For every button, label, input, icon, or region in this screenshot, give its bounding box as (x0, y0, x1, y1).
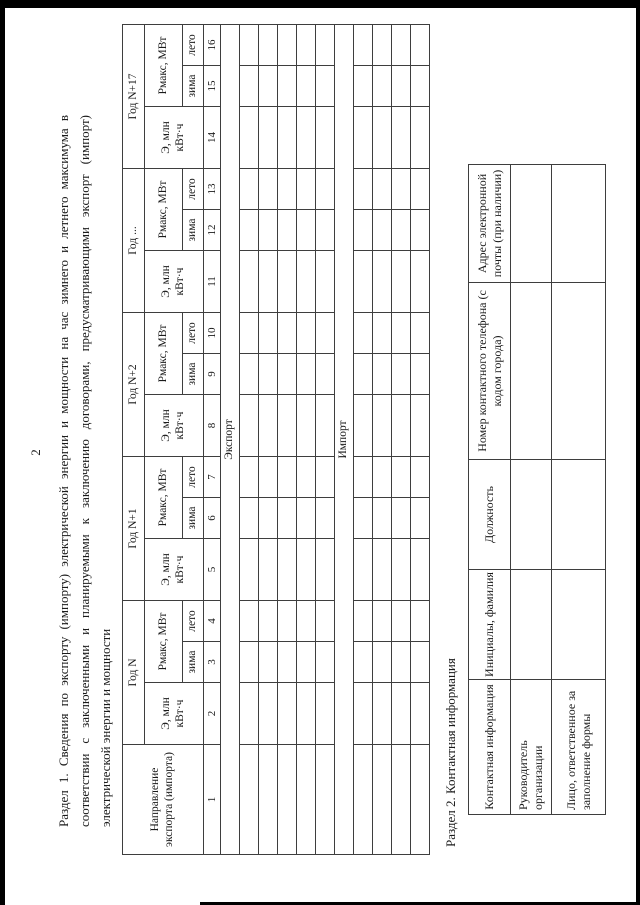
empty-data-cell (373, 24, 392, 65)
empty-data-cell (278, 539, 297, 601)
empty-data-cell (278, 66, 297, 107)
contact-empty-cell (511, 283, 552, 460)
year-header-cell: Год N (123, 601, 145, 745)
empty-data-cell (373, 745, 392, 855)
empty-data-cell (316, 498, 335, 539)
empty-data-cell (259, 24, 278, 65)
empty-data-cell (278, 395, 297, 457)
empty-data-cell (354, 683, 373, 745)
empty-data-cell (392, 107, 411, 169)
year-header-cell: Год ... (123, 169, 145, 313)
empty-data-cell (354, 395, 373, 457)
empty-data-cell (259, 642, 278, 683)
empty-data-cell (316, 457, 335, 498)
contact-empty-cell (511, 460, 552, 570)
empty-data-cell (411, 24, 430, 65)
empty-data-cell (392, 539, 411, 601)
empty-data-cell (373, 169, 392, 210)
empty-data-cell (297, 66, 316, 107)
empty-data-cell (316, 169, 335, 210)
empty-data-cell (392, 313, 411, 354)
section2-title: Раздел 2. Контактная информация (443, 658, 458, 847)
empty-data-cell (411, 683, 430, 745)
empty-data-cell (411, 457, 430, 498)
empty-data-cell (392, 683, 411, 745)
empty-data-cell (278, 169, 297, 210)
empty-data-cell (392, 169, 411, 210)
empty-data-cell (240, 251, 259, 313)
energy-header-cell: Э, млн кВт·ч (145, 395, 204, 457)
empty-data-cell (278, 107, 297, 169)
empty-data-cell (411, 395, 430, 457)
empty-data-cell (373, 313, 392, 354)
empty-data-cell (259, 539, 278, 601)
empty-data-cell (259, 498, 278, 539)
column-number-cell: 8 (204, 395, 221, 457)
contact-empty-cell (552, 165, 606, 283)
empty-data-cell (411, 354, 430, 395)
empty-data-cell (240, 457, 259, 498)
contact-header-cell: Должность (469, 460, 511, 570)
empty-data-cell (316, 539, 335, 601)
summer-header-cell: лето (183, 24, 204, 65)
export-row-label: Экспорт (221, 24, 240, 854)
column-number-cell: 3 (204, 642, 221, 683)
energy-header-cell: Э, млн кВт·ч (145, 251, 204, 313)
empty-data-cell (411, 251, 430, 313)
summer-header-cell: лето (183, 169, 204, 210)
empty-data-cell (392, 66, 411, 107)
empty-data-cell (278, 251, 297, 313)
contact-header-cell: Контактная информация (469, 680, 511, 815)
column-number-cell: 6 (204, 498, 221, 539)
empty-data-cell (373, 251, 392, 313)
empty-data-cell (373, 395, 392, 457)
empty-data-cell (411, 642, 430, 683)
empty-data-cell (240, 169, 259, 210)
empty-data-cell (278, 745, 297, 855)
column-number-cell: 5 (204, 539, 221, 601)
empty-data-cell (278, 210, 297, 251)
empty-data-cell (354, 24, 373, 65)
empty-data-cell (316, 210, 335, 251)
empty-data-cell (278, 354, 297, 395)
contact-empty-cell (552, 460, 606, 570)
empty-data-cell (373, 354, 392, 395)
contact-header-cell: Адрес электронной почты (при наличии) (469, 165, 511, 283)
empty-data-cell (316, 313, 335, 354)
summer-header-cell: лето (183, 601, 204, 642)
empty-data-cell (354, 539, 373, 601)
empty-data-cell (411, 745, 430, 855)
empty-data-cell (392, 601, 411, 642)
column-number-cell: 7 (204, 457, 221, 498)
empty-data-cell (240, 498, 259, 539)
empty-data-cell (240, 66, 259, 107)
empty-data-cell (259, 395, 278, 457)
energy-header-cell: Э, млн кВт·ч (145, 107, 204, 169)
empty-data-cell (316, 24, 335, 65)
empty-data-cell (278, 313, 297, 354)
empty-data-cell (259, 107, 278, 169)
empty-data-cell (278, 642, 297, 683)
power-header-cell: Рмакс, МВт (145, 24, 183, 106)
empty-data-cell (411, 169, 430, 210)
empty-data-cell (297, 313, 316, 354)
empty-data-cell (259, 210, 278, 251)
column-number-cell: 14 (204, 107, 221, 169)
winter-header-cell: зима (183, 642, 204, 683)
power-header-cell: Рмакс, МВт (145, 601, 183, 683)
power-header-cell: Рмакс, МВт (145, 457, 183, 539)
empty-data-cell (297, 457, 316, 498)
empty-data-cell (240, 210, 259, 251)
empty-data-cell (354, 642, 373, 683)
empty-data-cell (373, 457, 392, 498)
empty-data-cell (297, 107, 316, 169)
empty-data-cell (373, 601, 392, 642)
direction-header-cell: Направление экспорта (импорта) (123, 745, 204, 855)
empty-data-cell (240, 601, 259, 642)
import-row-label: Импорт (335, 24, 354, 854)
empty-data-cell (316, 251, 335, 313)
empty-data-cell (392, 24, 411, 65)
empty-data-cell (259, 745, 278, 855)
year-header-cell: Год N+1 (123, 457, 145, 601)
empty-data-cell (316, 745, 335, 855)
empty-data-cell (259, 66, 278, 107)
empty-data-cell (240, 642, 259, 683)
contact-row-label: Руководитель организации (511, 680, 552, 815)
empty-data-cell (392, 251, 411, 313)
column-number-cell: 15 (204, 66, 221, 107)
contact-empty-cell (552, 570, 606, 680)
year-header-cell: Год N+2 (123, 313, 145, 457)
empty-data-cell (411, 539, 430, 601)
column-number-cell: 16 (204, 24, 221, 65)
section1-title: Раздел 1. Сведения по экспорту (импорту) электрической энергии и мощности на час зимнего и летнего максимума в соответствии с заключенными и планируемыми к заключению договорами, предусматривающими экспорт (импорт) электрической энергии и мощности (56, 115, 113, 827)
empty-data-cell (278, 24, 297, 65)
empty-data-cell (278, 498, 297, 539)
column-number-cell: 11 (204, 251, 221, 313)
empty-data-cell (240, 313, 259, 354)
empty-data-cell (354, 251, 373, 313)
page-number: 2 (28, 449, 43, 456)
winter-header-cell: зима (183, 498, 204, 539)
empty-data-cell (392, 210, 411, 251)
power-header-cell: Рмакс, МВт (145, 313, 183, 395)
column-number-cell: 12 (204, 210, 221, 251)
empty-data-cell (297, 683, 316, 745)
winter-header-cell: зима (183, 66, 204, 107)
empty-data-cell (411, 210, 430, 251)
empty-data-cell (297, 539, 316, 601)
empty-data-cell (316, 107, 335, 169)
energy-header-cell: Э, млн кВт·ч (145, 683, 204, 745)
empty-data-cell (240, 354, 259, 395)
empty-data-cell (373, 642, 392, 683)
empty-data-cell (354, 601, 373, 642)
empty-data-cell (297, 601, 316, 642)
contact-header-cell: Инициалы, фамилия (469, 570, 511, 680)
contact-row-label: Лицо, ответственное за заполнение формы (552, 680, 606, 815)
empty-data-cell (392, 498, 411, 539)
empty-data-cell (411, 66, 430, 107)
summer-header-cell: лето (183, 457, 204, 498)
empty-data-cell (411, 107, 430, 169)
empty-data-cell (278, 683, 297, 745)
empty-data-cell (354, 66, 373, 107)
empty-data-cell (240, 745, 259, 855)
empty-data-cell (354, 498, 373, 539)
empty-data-cell (373, 498, 392, 539)
contact-empty-cell (511, 570, 552, 680)
column-number-cell: 13 (204, 169, 221, 210)
empty-data-cell (411, 313, 430, 354)
empty-data-cell (240, 107, 259, 169)
empty-data-cell (259, 601, 278, 642)
empty-data-cell (240, 395, 259, 457)
summer-header-cell: лето (183, 313, 204, 354)
empty-data-cell (240, 24, 259, 65)
empty-data-cell (297, 210, 316, 251)
empty-data-cell (297, 24, 316, 65)
contact-empty-cell (552, 283, 606, 460)
contact-header-cell: Номер контактного телефона (с кодом города) (469, 283, 511, 460)
empty-data-cell (297, 354, 316, 395)
empty-data-cell (259, 313, 278, 354)
empty-data-cell (354, 210, 373, 251)
empty-data-cell (411, 601, 430, 642)
empty-data-cell (240, 539, 259, 601)
empty-data-cell (316, 66, 335, 107)
empty-data-cell (316, 395, 335, 457)
empty-data-cell (297, 745, 316, 855)
empty-data-cell (297, 498, 316, 539)
column-number-cell: 9 (204, 354, 221, 395)
empty-data-cell (392, 354, 411, 395)
empty-data-cell (297, 642, 316, 683)
empty-data-cell (373, 107, 392, 169)
empty-data-cell (392, 395, 411, 457)
empty-data-cell (354, 107, 373, 169)
column-number-cell: 10 (204, 313, 221, 354)
empty-data-cell (373, 539, 392, 601)
empty-data-cell (316, 642, 335, 683)
power-header-cell: Рмакс, МВт (145, 169, 183, 251)
contact-empty-cell (511, 165, 552, 283)
empty-data-cell (354, 354, 373, 395)
empty-data-cell (259, 169, 278, 210)
column-number-cell: 4 (204, 601, 221, 642)
scan-edge-artifact (0, 0, 640, 8)
winter-header-cell: зима (183, 354, 204, 395)
empty-data-cell (297, 169, 316, 210)
scan-edge-artifact (636, 0, 640, 905)
year-header-cell: Год N+17 (123, 24, 145, 168)
empty-data-cell (259, 683, 278, 745)
scan-edge-artifact (0, 0, 5, 905)
empty-data-cell (373, 210, 392, 251)
empty-data-cell (316, 683, 335, 745)
empty-data-cell (316, 601, 335, 642)
column-number-cell: 1 (204, 745, 221, 855)
export-import-table (122, 24, 430, 855)
column-number-cell: 2 (204, 683, 221, 745)
contact-info-table (468, 164, 606, 815)
empty-data-cell (297, 395, 316, 457)
empty-data-cell (297, 251, 316, 313)
empty-data-cell (392, 745, 411, 855)
empty-data-cell (259, 251, 278, 313)
energy-header-cell: Э, млн кВт·ч (145, 539, 204, 601)
winter-header-cell: зима (183, 210, 204, 251)
empty-data-cell (278, 457, 297, 498)
empty-data-cell (354, 169, 373, 210)
empty-data-cell (354, 457, 373, 498)
empty-data-cell (240, 683, 259, 745)
empty-data-cell (373, 66, 392, 107)
empty-data-cell (354, 745, 373, 855)
empty-data-cell (259, 457, 278, 498)
empty-data-cell (373, 683, 392, 745)
empty-data-cell (259, 354, 278, 395)
empty-data-cell (392, 642, 411, 683)
empty-data-cell (316, 354, 335, 395)
empty-data-cell (411, 498, 430, 539)
empty-data-cell (278, 601, 297, 642)
empty-data-cell (392, 457, 411, 498)
empty-data-cell (354, 313, 373, 354)
